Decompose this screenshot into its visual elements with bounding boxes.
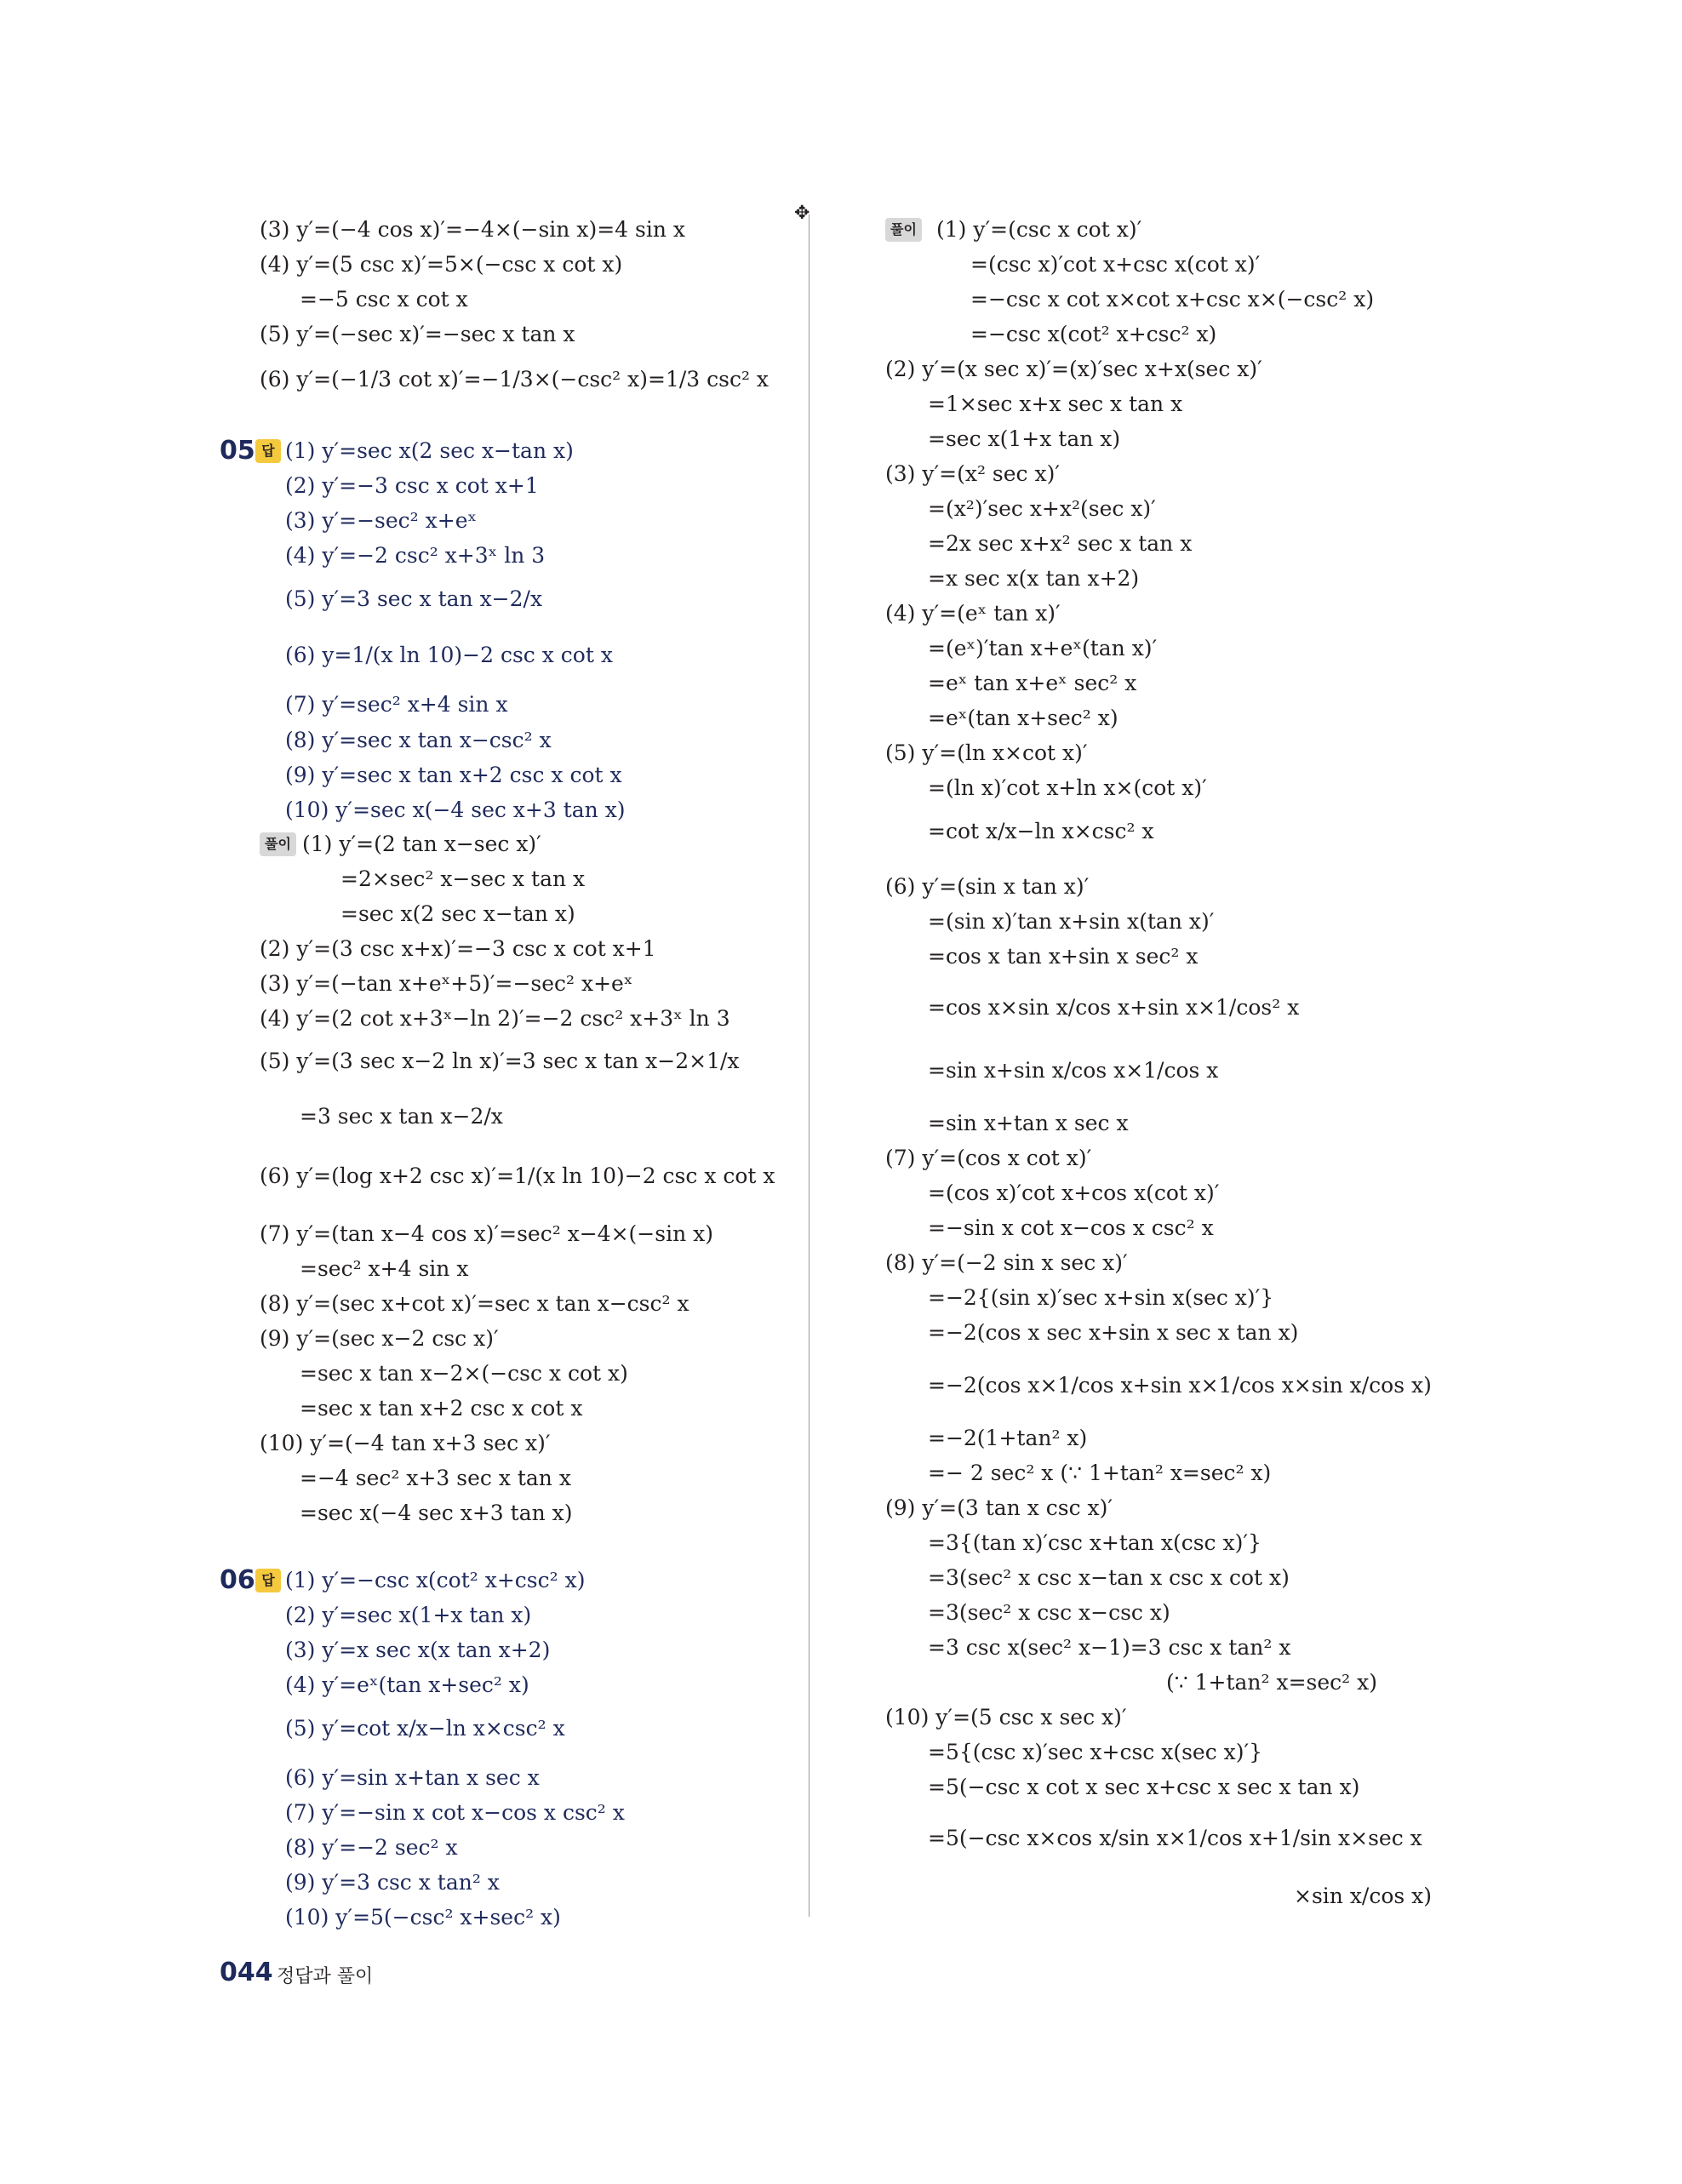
right_lines-line: =−2(cos x×1/cos x+sin x×1/cos x×sin x/cos x) — [928, 1373, 1432, 1398]
right_lines-line: =(sin x)′tan x+sin x(tan x)′ — [928, 909, 1215, 934]
q05_solution-line: (2) y′=(3 csc x+x)′=−3 csc x cot x+1 — [260, 936, 656, 961]
right_lines-line: =3(sec² x csc x−csc x) — [928, 1600, 1170, 1625]
left_top-line: =−5 csc x cot x — [300, 287, 468, 312]
q06_answers-line: (10) y′=5(−csc² x+sec² x) — [285, 1905, 561, 1930]
right_lines-line: (7) y′=(cos x cot x)′ — [885, 1146, 1092, 1170]
right_lines-line: =5(−csc x×cos x/sin x×1/cos x+1/sin x×sec x — [928, 1826, 1422, 1850]
right_lines-line: =sin x+tan x sec x — [928, 1111, 1129, 1135]
right_lines-line: (3) y′=(x² sec x)′ — [885, 461, 1061, 486]
q05_solution-line: =−4 sec² x+3 sec x tan x — [300, 1466, 571, 1490]
right_lines-line: =−sin x cot x−cos x csc² x — [928, 1215, 1214, 1240]
left_top-line: (3) y′=(−4 cos x)′=−4×(−sin x)=4 sin x — [260, 217, 685, 242]
q05_solution-line: (9) y′=(sec x−2 csc x)′ — [260, 1326, 499, 1351]
q05_solution-line: =sec x tan x+2 csc x cot x — [300, 1396, 583, 1421]
q05_solution-line: =sec x(2 sec x−tan x) — [340, 901, 575, 926]
q05_answers-line: (2) y′=−3 csc x cot x+1 — [285, 473, 539, 498]
right_lines-line: =3 csc x(sec² x−1)=3 csc x tan² x — [928, 1635, 1291, 1660]
q05_solution-line: =3 sec x tan x−2/x — [300, 1104, 503, 1129]
solution-tag-right: 풀이 — [885, 218, 922, 242]
right_lines-line: =− 2 sec² x (∵ 1+tan² x=sec² x) — [928, 1461, 1272, 1485]
q05_answers-line: (7) y′=sec² x+4 sin x — [285, 692, 508, 717]
right_lines-line: =5(−csc x cot x sec x+csc x sec x tan x) — [928, 1775, 1360, 1799]
right_lines-line: (8) y′=(−2 sin x sec x)′ — [885, 1250, 1128, 1275]
q05_answers-line: (4) y′=−2 csc² x+3ˣ ln 3 — [285, 543, 546, 568]
q06_answers-line: (6) y′=sin x+tan x sec x — [285, 1765, 540, 1790]
right_lines-line: (2) y′=(x sec x)′=(x)′sec x+x(sec x)′ — [885, 357, 1262, 381]
right_lines-line: (10) y′=(5 csc x sec x)′ — [885, 1705, 1127, 1729]
right_lines-line: =sin x+sin x/cos x×1/cos x — [928, 1058, 1219, 1083]
right_lines-line: =5{(csc x)′sec x+csc x(sec x)′} — [928, 1740, 1263, 1764]
answer-tag-05: 답 — [255, 439, 281, 463]
right_lines-line: =−csc x(cot² x+csc² x) — [970, 322, 1217, 346]
q06_answers-line: (5) y′=cot x/x−ln x×csc² x — [285, 1716, 565, 1741]
right_lines-line: =sec x(1+x tan x) — [928, 426, 1121, 451]
right_lines-line: =(eˣ)′tan x+eˣ(tan x)′ — [928, 636, 1158, 660]
right_lines-line: =2x sec x+x² sec x tan x — [928, 531, 1193, 556]
q05_solution-line: (1) y′=(2 tan x−sec x)′ — [302, 832, 541, 856]
right_lines-line: =−2{(sin x)′sec x+sin x(sec x)′} — [928, 1285, 1274, 1310]
right_lines-line: =(x²)′sec x+x²(sec x)′ — [928, 496, 1156, 521]
right_lines-line: (6) y′=(sin x tan x)′ — [885, 874, 1090, 899]
right_lines-line: =eˣ(tan x+sec² x) — [928, 706, 1118, 730]
q05_solution-line: =sec x(−4 sec x+3 tan x) — [300, 1501, 573, 1525]
page-label: 정답과 풀이 — [277, 1966, 374, 1987]
right_lines-line: =(cos x)′cot x+cos x(cot x)′ — [928, 1181, 1220, 1205]
q05_answers-line: (1) y′=sec x(2 sec x−tan x) — [285, 438, 574, 463]
q05_solution-line: =2×sec² x−sec x tan x — [340, 866, 586, 891]
right_lines-line: =(ln x)′cot x+ln x×(cot x)′ — [928, 775, 1207, 800]
q05_solution-line: (8) y′=(sec x+cot x)′=sec x tan x−csc² x — [260, 1291, 689, 1316]
q05_answers-line: (9) y′=sec x tan x+2 csc x cot x — [285, 763, 622, 787]
q06_answers-line: (3) y′=x sec x(x tan x+2) — [285, 1638, 551, 1662]
right_lines-line: =1×sec x+x sec x tan x — [928, 392, 1183, 416]
right_lines-line: =(csc x)′cot x+csc x(cot x)′ — [970, 252, 1261, 277]
left_top-line: (6) y′=(−1/3 cot x)′=−1/3×(−csc² x)=1/3 csc² x — [260, 367, 769, 392]
right_lines-line: =cos x tan x+sin x sec² x — [928, 944, 1199, 969]
right_lines-line: (4) y′=(eˣ tan x)′ — [885, 601, 1061, 626]
right_lines-line: =cot x/x−ln x×csc² x — [928, 819, 1154, 843]
q05_solution-line: (7) y′=(tan x−4 cos x)′=sec² x−4×(−sin x) — [260, 1221, 713, 1246]
q05_solution-line: =sec x tan x−2×(−csc x cot x) — [300, 1361, 628, 1386]
right_lines-line: =cos x×sin x/cos x+sin x×1/cos² x — [928, 995, 1300, 1020]
q05_solution-line: (10) y′=(−4 tan x+3 sec x)′ — [260, 1431, 551, 1455]
right_lines-line: (1) y′=(csc x cot x)′ — [936, 217, 1142, 242]
q05_answers-line: (10) y′=sec x(−4 sec x+3 tan x) — [285, 798, 626, 822]
q05_answers-line: (3) y′=−sec² x+eˣ — [285, 508, 478, 533]
q06_answers-line: (8) y′=−2 sec² x — [285, 1835, 458, 1860]
right_lines-line: =−csc x cot x×cot x+csc x×(−csc² x) — [970, 287, 1375, 312]
right_lines-line: =3{(tan x)′csc x+tan x(csc x)′} — [928, 1530, 1262, 1555]
column-divider — [809, 214, 810, 1917]
right_lines-line: =x sec x(x tan x+2) — [928, 566, 1140, 591]
right_lines-line: (9) y′=(3 tan x csc x)′ — [885, 1495, 1113, 1520]
q06_answers-line: (9) y′=3 csc x tan² x — [285, 1870, 500, 1895]
q05_solution-line: (6) y′=(log x+2 csc x)′=1/(x ln 10)−2 csc x cot x — [260, 1163, 775, 1188]
q06_answers-line: (4) y′=eˣ(tan x+sec² x) — [285, 1672, 529, 1697]
right_lines-line: (∵ 1+tan² x=sec² x) — [1166, 1670, 1377, 1695]
q05_solution-line: =sec² x+4 sin x — [300, 1256, 469, 1281]
solution-tag-05: 풀이 — [260, 832, 296, 856]
left_top-line: (4) y′=(5 csc x)′=5×(−csc x cot x) — [260, 252, 623, 277]
q05_solution-line: (5) y′=(3 sec x−2 ln x)′=3 sec x tan x−2×1/x — [260, 1049, 740, 1073]
q05_solution-line: (4) y′=(2 cot x+3ˣ−ln 2)′=−2 csc² x+3ˣ ln 3 — [260, 1006, 730, 1031]
q06_answers-line: (7) y′=−sin x cot x−cos x csc² x — [285, 1800, 625, 1825]
right_lines-line: =eˣ tan x+eˣ sec² x — [928, 671, 1137, 695]
left_top-line: (5) y′=(−sec x)′=−sec x tan x — [260, 322, 575, 346]
q05_solution-line: (3) y′=(−tan x+eˣ+5)′=−sec² x+eˣ — [260, 971, 633, 996]
q06_answers-line: (1) y′=−csc x(cot² x+csc² x) — [285, 1568, 586, 1592]
right_lines-line: (5) y′=(ln x×cot x)′ — [885, 740, 1088, 765]
q05_answers-line: (6) y=1/(x ln 10)−2 csc x cot x — [285, 643, 613, 667]
right_lines-line: ×sin x/cos x) — [1294, 1884, 1433, 1908]
question-number-05: 05 — [220, 436, 255, 466]
page-number: 044 — [220, 1958, 273, 1987]
q05_answers-line: (8) y′=sec x tan x−csc² x — [285, 728, 552, 752]
right_lines-line: =−2(cos x sec x+sin x sec x tan x) — [928, 1320, 1299, 1345]
q05_answers-line: (5) y′=3 sec x tan x−2/x — [285, 586, 543, 611]
q06_answers-line: (2) y′=sec x(1+x tan x) — [285, 1603, 532, 1627]
question-number-06: 06 — [220, 1565, 255, 1595]
fleuron-icon: ✥ — [794, 203, 810, 224]
answer-tag-06: 답 — [255, 1569, 281, 1592]
right_lines-line: =−2(1+tan² x) — [928, 1426, 1088, 1450]
right_lines-line: =3(sec² x csc x−tan x csc x cot x) — [928, 1565, 1290, 1590]
